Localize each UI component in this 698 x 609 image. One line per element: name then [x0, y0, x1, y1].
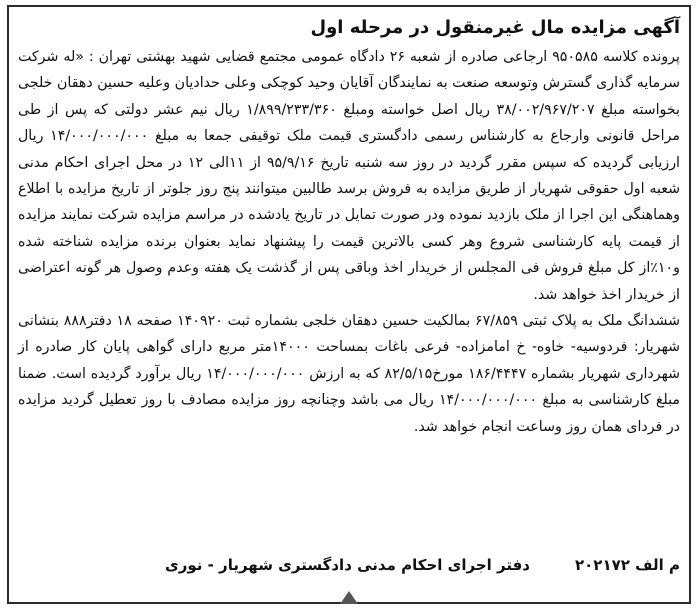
diamond-ornament-icon: [334, 590, 364, 604]
notice-footer: [18, 556, 680, 586]
notice-code: م الف ۲۰۲۱۷۲: [574, 556, 680, 574]
notice-paragraph-property: ششدانگ ملک به پلاک ثبتی ۶۷/۸۵۹ بمالکیت حسین دهقان خلجی بشماره ثبت ۱۴۰۹۲۰ صفحه ۱۸ دفتر۸۸۸ بنشانی شهریار: فردوسیه- خاوه- خ امامزاده- فرعی باغات بمساحت ۱۴۰۰۰متر مربع دارای گواهی پایان کار صادره از شهرداری شهریار بشماره ۱۸۶/۴۴۴۷ مورخ۸۲/۵/۱۵ که به ارزش ۱۴/۰۰۰/۰۰۰/۰۰۰ ریال برآورد گردیده است. ضمنا مبلغ کارشناسی به مبلغ ۱۴/۰۰۰/۰۰۰/۰۰۰ ریال می باشد وچنانچه روز مزایده مصادف با روز تعطیل گردید مزایده در فردای همان روز وساعت انجام خواهد شد.: [18, 313, 681, 435]
notice-title: آگهی مزایده مال غیرمنقول در مرحله اول: [310, 17, 680, 38]
issuing-office: دفتر اجرای احکام مدنی دادگستری شهریار - نوری: [164, 556, 530, 574]
notice-paragraph-auction: پرونده کلاسه ۹۵۰۵۸۵ ارجاعی صادره از شعبه ۲۶ دادگاه عمومی مجتمع قضایی شهید بهشتی تهران : «له شرکت سرمایه گذاری گسترش وتوسعه صنعت به نمایندگان آقایان وحید کوچکی وعلی حدادیان وعلیه حسین دهقان خلجی بخواسته مبلغ ۳۸/۰۰۲/۹۶۷/۲۰۷ ریال اصل خواسته ومبلغ ۱/۸۹۹/۲۳۳/۳۶۰ ریال نیم عشر دولتی که پس از طی مراحل قانونی وارجاع به کارشناس رسمی دادگستری قیمت ملک توقیفی جمعا به مبلغ ۱۴/۰۰۰/۰۰۰/۰۰۰ ریال ارزیابی گردیده که سپس مقرر گردید در روز سه شنبه تاریخ ۹۵/۹/۱۶ از ۱۱الی ۱۲ در محل اجرای احکام مدنی شعبه اول حقوقی شهریار از طریق مزایده به فروش برسد طالبین میتوانند پنج روز جلوتر از تاریخ مزایده با اطلاع وهماهنگی این اجرا از ملک بازدید نموده ودر صورت تمایل در تاریخ یادشده در مراسم مزایده شرکت نمایند مزایده از قیمت پایه کارشناسی شروع وهر کسی بالاترین قیمت را پیشنهاد نماید بعنوان برنده مزایده شناخته شده و۱۰٪از کل مبلغ فروش فی المجلس از خریدار اخذ وباقی پس از گذشت یک هفته وعدم وصول هر گونه اعتراضی از خریدار اخذ خواهد شد.: [18, 49, 680, 303]
notice-content: [18, 14, 680, 440]
